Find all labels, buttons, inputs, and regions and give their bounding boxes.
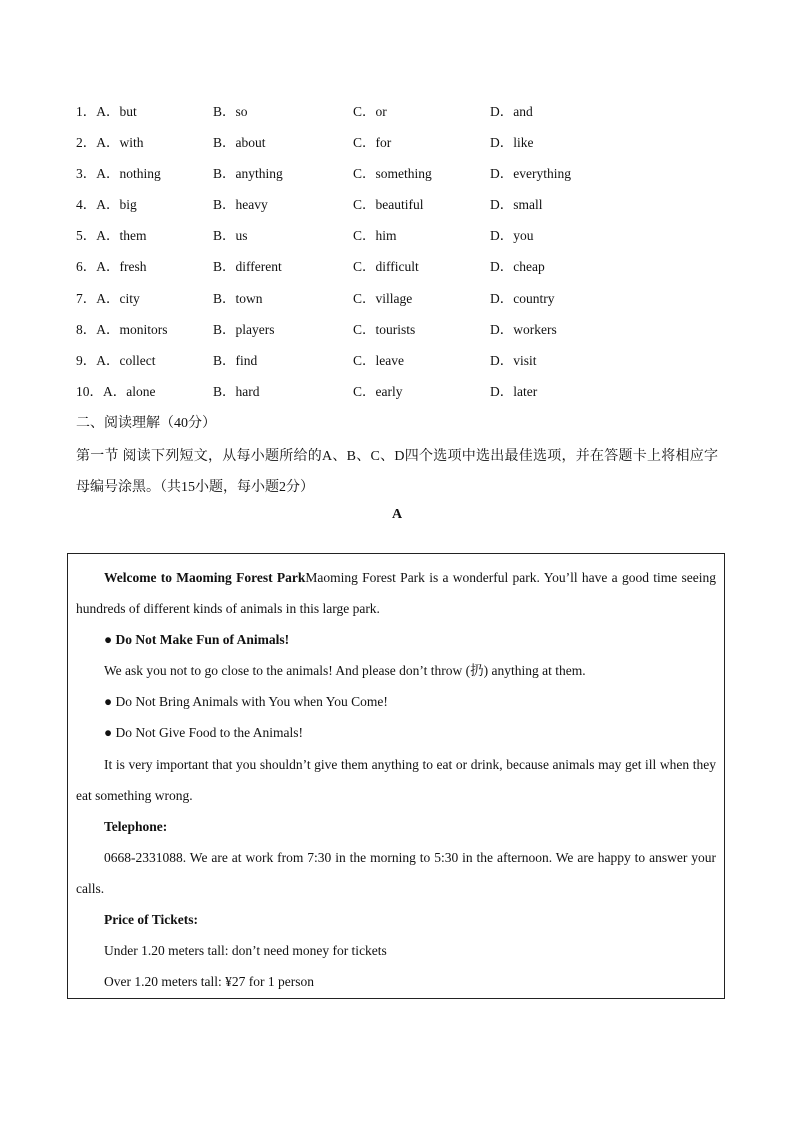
passage-box <box>67 553 725 999</box>
option-c: C．early <box>353 383 403 399</box>
question-row <box>76 194 716 225</box>
option-d: D．you <box>490 228 534 244</box>
option-d: D．country <box>490 290 555 306</box>
option-b: B．heavy <box>213 197 268 213</box>
option-c: C．leave <box>353 352 404 368</box>
price-label: Price of Tickets: <box>104 912 198 928</box>
telephone-text: 0668-2331088. We are at work from 7:30 in the morning to 5:30 in the afternoon. We are happy to answer your calls. <box>76 849 716 896</box>
option-a: 2．A．with <box>76 135 144 151</box>
option-c: C．beautiful <box>353 197 424 213</box>
question-row <box>76 288 716 319</box>
price-over: Over 1.20 meters tall: ¥27 for 1 person <box>104 974 314 990</box>
option-d: D．and <box>490 104 533 119</box>
option-d: D．workers <box>490 321 557 337</box>
option-c: C．tourists <box>353 321 416 337</box>
option-b: B．about <box>213 135 266 151</box>
question-row <box>76 101 716 132</box>
question-row <box>76 163 716 194</box>
rule-3-text: It is very important that you shouldn’t give them anything to eat or drink, because animals may get ill when they eat something wrong. <box>76 756 716 803</box>
rule-3-title: ● Do Not Give Food to the Animals! <box>104 725 304 741</box>
option-d: D．later <box>490 383 538 399</box>
passage-intro: Welcome to Maoming Forest ParkMaoming Forest Park is a wonderful park. You’ll have a good time seeing hundreds of different kinds of animals in this large park. <box>76 570 717 617</box>
option-a: 4．A．big <box>76 197 137 213</box>
option-c: C．or <box>353 104 387 119</box>
section-title: 二、阅读理解（40分） <box>76 416 216 431</box>
option-d: D．like <box>490 135 534 151</box>
question-row <box>76 319 716 350</box>
rule-1-title: ● Do Not Make Fun of Animals! <box>104 632 290 648</box>
option-a: 9．A．collect <box>76 352 156 368</box>
question-row <box>76 132 716 163</box>
option-d: D．everything <box>490 166 571 182</box>
question-row <box>76 225 716 256</box>
option-b: B．us <box>213 228 248 244</box>
option-c: C．for <box>353 135 392 151</box>
option-a: 6．A．fresh <box>76 259 147 275</box>
question-row <box>76 350 716 381</box>
passage-heading: Welcome to Maoming Forest Park <box>104 570 306 585</box>
option-a: 5．A．them <box>76 228 147 244</box>
option-c: C．him <box>353 228 397 244</box>
option-a: 1．A．but <box>76 104 137 119</box>
option-b: B．players <box>213 321 275 337</box>
option-d: D．small <box>490 197 543 213</box>
passage-label: A <box>391 507 403 522</box>
option-a: 7．A．city <box>76 290 140 306</box>
option-b: B．so <box>213 104 248 119</box>
option-b: B．town <box>213 290 263 306</box>
rule-1-text: We ask you not to go close to the animals! And please don’t throw (扔) anything at them. <box>104 663 586 679</box>
option-b: B．find <box>213 352 258 368</box>
option-b: B．different <box>213 259 282 275</box>
option-a: 3．A．nothing <box>76 166 161 182</box>
option-a: 8．A．monitors <box>76 321 168 337</box>
option-c: C．something <box>353 166 432 182</box>
option-a: 10．A．alone <box>76 383 156 399</box>
price-under: Under 1.20 meters tall: don’t need money for tickets <box>104 943 387 959</box>
option-b: B．anything <box>213 166 283 182</box>
telephone-label: Telephone: <box>104 818 168 834</box>
question-row <box>76 381 716 412</box>
answer-choices <box>76 101 716 412</box>
option-d: D．cheap <box>490 259 545 275</box>
rule-2-title: ● Do Not Bring Animals with You when You Come! <box>104 694 388 710</box>
option-d: D．visit <box>490 352 537 368</box>
question-row <box>76 256 716 287</box>
option-b: B．hard <box>213 383 260 399</box>
option-c: C．difficult <box>353 259 419 275</box>
option-c: C．village <box>353 290 413 306</box>
section-instructions: 第一节 阅读下列短文，从每小题所给的A、B、C、D四个选项中选出最佳选项，并在答题卡上将相应字母编号涂黑。（共15小题，每小题2分） <box>76 449 718 495</box>
